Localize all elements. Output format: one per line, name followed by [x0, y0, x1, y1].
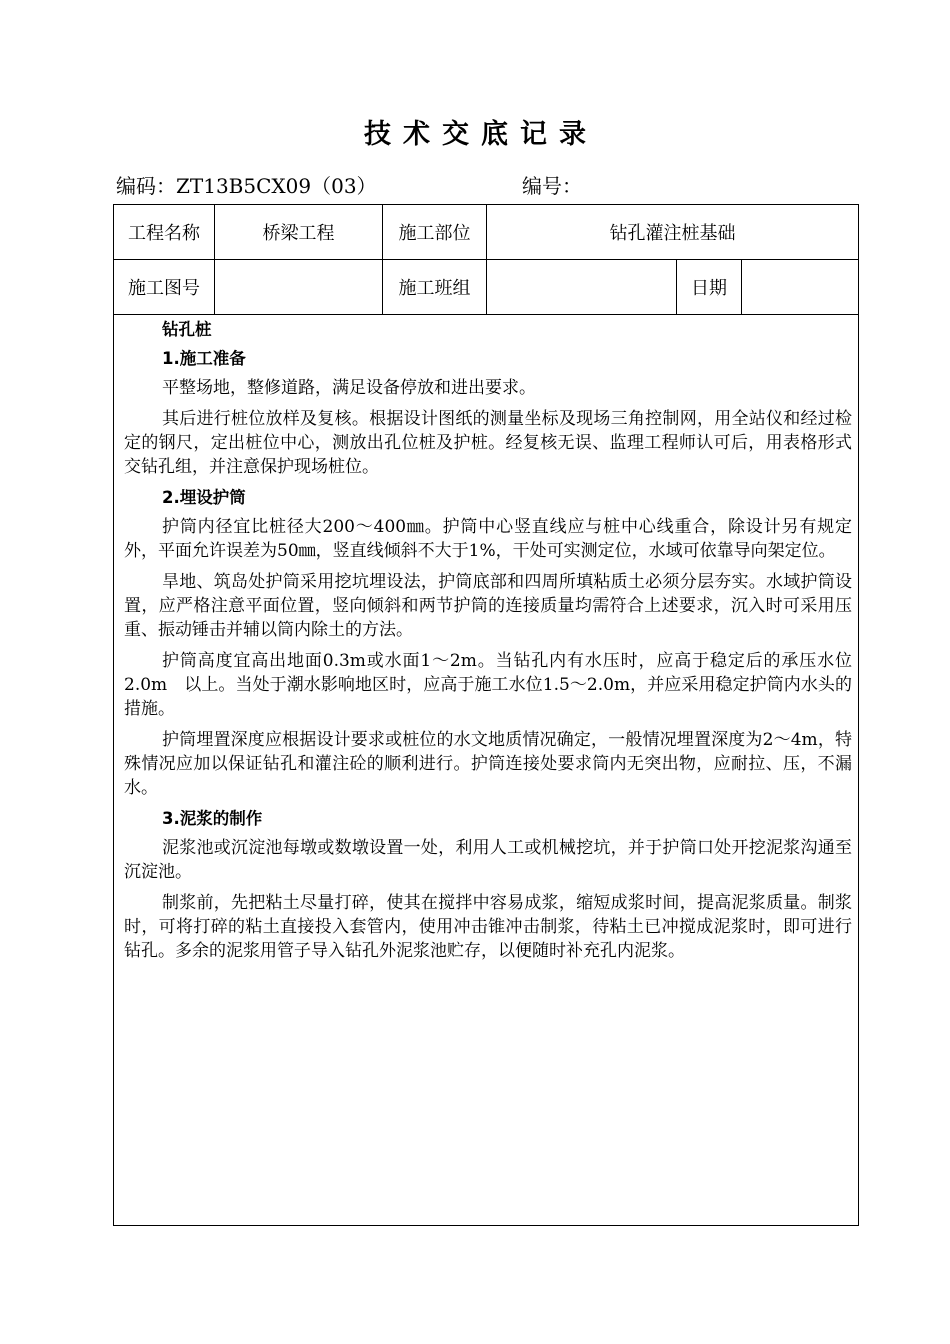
project-name-label: 工程名称: [114, 205, 215, 259]
record-table: [113, 204, 859, 1226]
main-heading: 钻孔桩: [162, 320, 212, 339]
document-code: 编码：ZT13B5CX09（03）: [116, 174, 377, 198]
section-3-paragraph-1: 泥浆池或沉淀池每墩或数墩设置一处，利用人工或机械挖坑，并于护筒口处开挖泥浆沟通至沉淀池。: [124, 838, 852, 882]
section-1-heading: 1.施工准备: [162, 349, 246, 368]
disclosure-content: [124, 316, 852, 970]
work-team-label: 施工班组: [383, 260, 487, 314]
section-2-paragraph-1: 护筒内径宜比桩径大200～400㎜。护筒中心竖直线应与桩中心线重合，除设计另有规定外，平面允许误差为50㎜，竖直线倾斜不大于1%，干处可实测定位，水域可依靠导向架定位。: [124, 517, 852, 561]
section-2-paragraph-2: 旱地、筑岛处护筒采用挖坑埋设法，护筒底部和四周所填粘质土必须分层夯实。水域护筒设置，应严格注意平面位置，竖向倾斜和两节护筒的连接质量均需符合上述要求，沉入时可采用压重、振动锤击并辅以筒内除土的方法。: [124, 572, 852, 640]
date-value: [742, 260, 858, 314]
document-title: 技术交底记录: [364, 119, 598, 150]
construction-part-value: 钻孔灌注桩基础: [609, 223, 736, 244]
table-row-1: [114, 205, 858, 260]
construction-part-label: 施工部位: [383, 205, 487, 259]
section-1-paragraph-2: 其后进行桩位放样及复核。根据设计图纸的测量坐标及现场三角控制网，用全站仪和经过检定的钢尺，定出桩位中心，测放出孔位桩及护桩。经复核无误、监理工程师认可后，用表格形式交钻孔组，并注意保护现场桩位。: [124, 409, 852, 477]
date-label: 日期: [677, 260, 742, 314]
drawing-number-value: [215, 260, 383, 314]
section-2-heading: 2.埋设护筒: [162, 488, 246, 507]
document-number-label: 编号：: [522, 174, 582, 198]
table-row-2: [114, 260, 858, 315]
project-name-value: 桥梁工程: [215, 205, 383, 259]
section-3-paragraph-2: 制浆前，先把粘土尽量打碎，使其在搅拌中容易成浆，缩短成浆时间，提高泥浆质量。制浆时，可将打碎的粘土直接投入套管内，使用冲击锥冲击制浆，待粘土已冲搅成泥浆时，即可进行钻孔。多余的泥浆用管子导入钻孔外泥浆池贮存，以便随时补充孔内泥浆。: [124, 893, 852, 961]
section-2-paragraph-3: 护筒高度宜高出地面0.3m或水面1～2m。当钻孔内有水压时，应高于稳定后的承压水位2.0m 以上。当处于潮水影响地区时，应高于施工水位1.5～2.0m，并应采用稳定护筒内水头的措施。: [124, 651, 852, 719]
work-team-value: [487, 260, 677, 314]
section-3-heading: 3.泥浆的制作: [162, 809, 263, 828]
section-2-paragraph-4: 护筒埋置深度应根据设计要求或桩位的水文地质情况确定，一般情况埋置深度为2～4m，特殊情况应加以保证钻孔和灌注砼的顺利进行。护筒连接处要求筒内无突出物，应耐拉、压，不漏水。: [124, 730, 852, 798]
section-1-paragraph-1: 平整场地，整修道路，满足设备停放和进出要求。: [162, 378, 536, 398]
drawing-number-label: 施工图号: [114, 260, 215, 314]
